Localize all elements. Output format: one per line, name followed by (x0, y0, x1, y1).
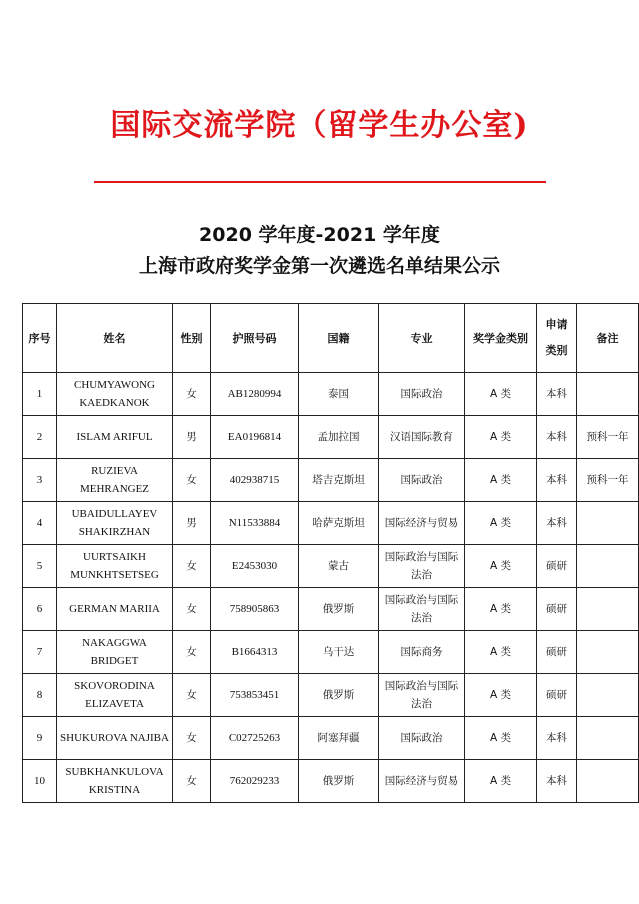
cell-scholarship-type: A 类 (465, 502, 537, 545)
cell-name: NAKAGGWA BRIDGET (57, 631, 173, 674)
cell-name: SKOVORODINA ELIZAVETA (57, 674, 173, 717)
table-row (23, 373, 639, 416)
cell-nationality: 俄罗斯 (299, 760, 379, 803)
cell-scholarship-type: A 类 (465, 459, 537, 502)
cell-remark: 预科一年 (577, 416, 639, 459)
cell-scholarship-type: A 类 (465, 373, 537, 416)
cell-major: 国际商务 (379, 631, 465, 674)
cell-no: 3 (23, 459, 57, 502)
cell-apply-type: 硕研 (537, 588, 577, 631)
cell-no: 9 (23, 717, 57, 760)
cell-remark (577, 760, 639, 803)
cell-passport: 758905863 (211, 588, 299, 631)
cell-remark (577, 502, 639, 545)
cell-remark (577, 373, 639, 416)
cell-nationality: 塔吉克斯坦 (299, 459, 379, 502)
cell-scholarship-type: A 类 (465, 631, 537, 674)
red-divider (94, 181, 546, 183)
cell-apply-type: 硕研 (537, 631, 577, 674)
cell-gender: 女 (173, 760, 211, 803)
cell-passport: AB1280994 (211, 373, 299, 416)
cell-passport: N11533884 (211, 502, 299, 545)
cell-scholarship-type: A 类 (465, 588, 537, 631)
cell-nationality: 俄罗斯 (299, 588, 379, 631)
cell-passport: 753853451 (211, 674, 299, 717)
cell-apply-type: 本科 (537, 717, 577, 760)
cell-scholarship-type: A 类 (465, 717, 537, 760)
cell-gender: 女 (173, 545, 211, 588)
table-row (23, 674, 639, 717)
cell-name: UBAIDULLAYEV SHAKIRZHAN (57, 502, 173, 545)
cell-no: 10 (23, 760, 57, 803)
cell-gender: 女 (173, 717, 211, 760)
cell-apply-type: 硕研 (537, 545, 577, 588)
table-row (23, 416, 639, 459)
header-gender: 性别 (173, 304, 211, 373)
cell-no: 5 (23, 545, 57, 588)
cell-name: GERMAN MARIIA (57, 588, 173, 631)
cell-passport: E2453030 (211, 545, 299, 588)
cell-remark (577, 674, 639, 717)
cell-name: ISLAM ARIFUL (57, 416, 173, 459)
cell-no: 2 (23, 416, 57, 459)
cell-gender: 女 (173, 588, 211, 631)
cell-nationality: 哈萨克斯坦 (299, 502, 379, 545)
cell-name: SUBKHANKULOVA KRISTINA (57, 760, 173, 803)
cell-major: 国际经济与贸易 (379, 502, 465, 545)
cell-passport: B1664313 (211, 631, 299, 674)
cell-apply-type: 本科 (537, 760, 577, 803)
cell-apply-type: 本科 (537, 373, 577, 416)
office-title: 国际交流学院（留学生办公室) (110, 108, 529, 143)
cell-major: 国际政治与国际法治 (379, 674, 465, 717)
header-scholarship-type: 奖学金类别 (465, 304, 537, 373)
header-name: 姓名 (57, 304, 173, 373)
cell-gender: 女 (173, 373, 211, 416)
cell-name: CHUMYAWONG KAEDKANOK (57, 373, 173, 416)
cell-gender: 男 (173, 502, 211, 545)
cell-name: RUZIEVA MEHRANGEZ (57, 459, 173, 502)
cell-passport: EA0196814 (211, 416, 299, 459)
header-remark: 备注 (577, 304, 639, 373)
cell-nationality: 泰国 (299, 373, 379, 416)
table-row (23, 459, 639, 502)
table-row (23, 631, 639, 674)
cell-remark (577, 588, 639, 631)
cell-apply-type: 本科 (537, 416, 577, 459)
cell-scholarship-type: A 类 (465, 760, 537, 803)
cell-nationality: 蒙古 (299, 545, 379, 588)
cell-gender: 女 (173, 631, 211, 674)
cell-scholarship-type: A 类 (465, 674, 537, 717)
cell-major: 国际政治 (379, 717, 465, 760)
header-apply-type (537, 304, 577, 373)
cell-nationality: 乌干达 (299, 631, 379, 674)
cell-no: 6 (23, 588, 57, 631)
cell-major: 国际经济与贸易 (379, 760, 465, 803)
cell-no: 1 (23, 373, 57, 416)
cell-passport: C02725263 (211, 717, 299, 760)
cell-nationality: 孟加拉国 (299, 416, 379, 459)
header-no: 序号 (23, 304, 57, 373)
table-row (23, 502, 639, 545)
header-apply-type-line2: 类别 (545, 344, 568, 357)
document-title-line2: 上海市政府奖学金第一次遴选名单结果公示 (138, 255, 500, 277)
header-apply-type-line1: 申请 (545, 318, 568, 331)
cell-major: 国际政治 (379, 459, 465, 502)
table-row (23, 717, 639, 760)
cell-passport: 762029233 (211, 760, 299, 803)
cell-scholarship-type: A 类 (465, 416, 537, 459)
results-table (22, 303, 639, 803)
cell-no: 7 (23, 631, 57, 674)
cell-remark: 预科一年 (577, 459, 639, 502)
cell-remark (577, 631, 639, 674)
cell-gender: 女 (173, 674, 211, 717)
cell-no: 4 (23, 502, 57, 545)
cell-apply-type: 本科 (537, 502, 577, 545)
cell-major: 国际政治 (379, 373, 465, 416)
cell-gender: 男 (173, 416, 211, 459)
table-row (23, 588, 639, 631)
cell-major: 汉语国际教育 (379, 416, 465, 459)
cell-apply-type: 本科 (537, 459, 577, 502)
document-title-line1: 2020 学年度-2021 学年度 (199, 224, 440, 246)
header-nationality: 国籍 (299, 304, 379, 373)
cell-major: 国际政治与国际法治 (379, 588, 465, 631)
header-major: 专业 (379, 304, 465, 373)
table-row (23, 760, 639, 803)
cell-passport: 402938715 (211, 459, 299, 502)
header-passport: 护照号码 (211, 304, 299, 373)
cell-major: 国际政治与国际法治 (379, 545, 465, 588)
cell-scholarship-type: A 类 (465, 545, 537, 588)
cell-no: 8 (23, 674, 57, 717)
cell-remark (577, 717, 639, 760)
table-row (23, 545, 639, 588)
table-header-row (23, 304, 639, 373)
cell-apply-type: 硕研 (537, 674, 577, 717)
cell-nationality: 俄罗斯 (299, 674, 379, 717)
cell-gender: 女 (173, 459, 211, 502)
cell-name: SHUKUROVA NAJIBA (57, 717, 173, 760)
cell-name: UURTSAIKH MUNKHTSETSEG (57, 545, 173, 588)
cell-remark (577, 545, 639, 588)
cell-nationality: 阿塞拜疆 (299, 717, 379, 760)
